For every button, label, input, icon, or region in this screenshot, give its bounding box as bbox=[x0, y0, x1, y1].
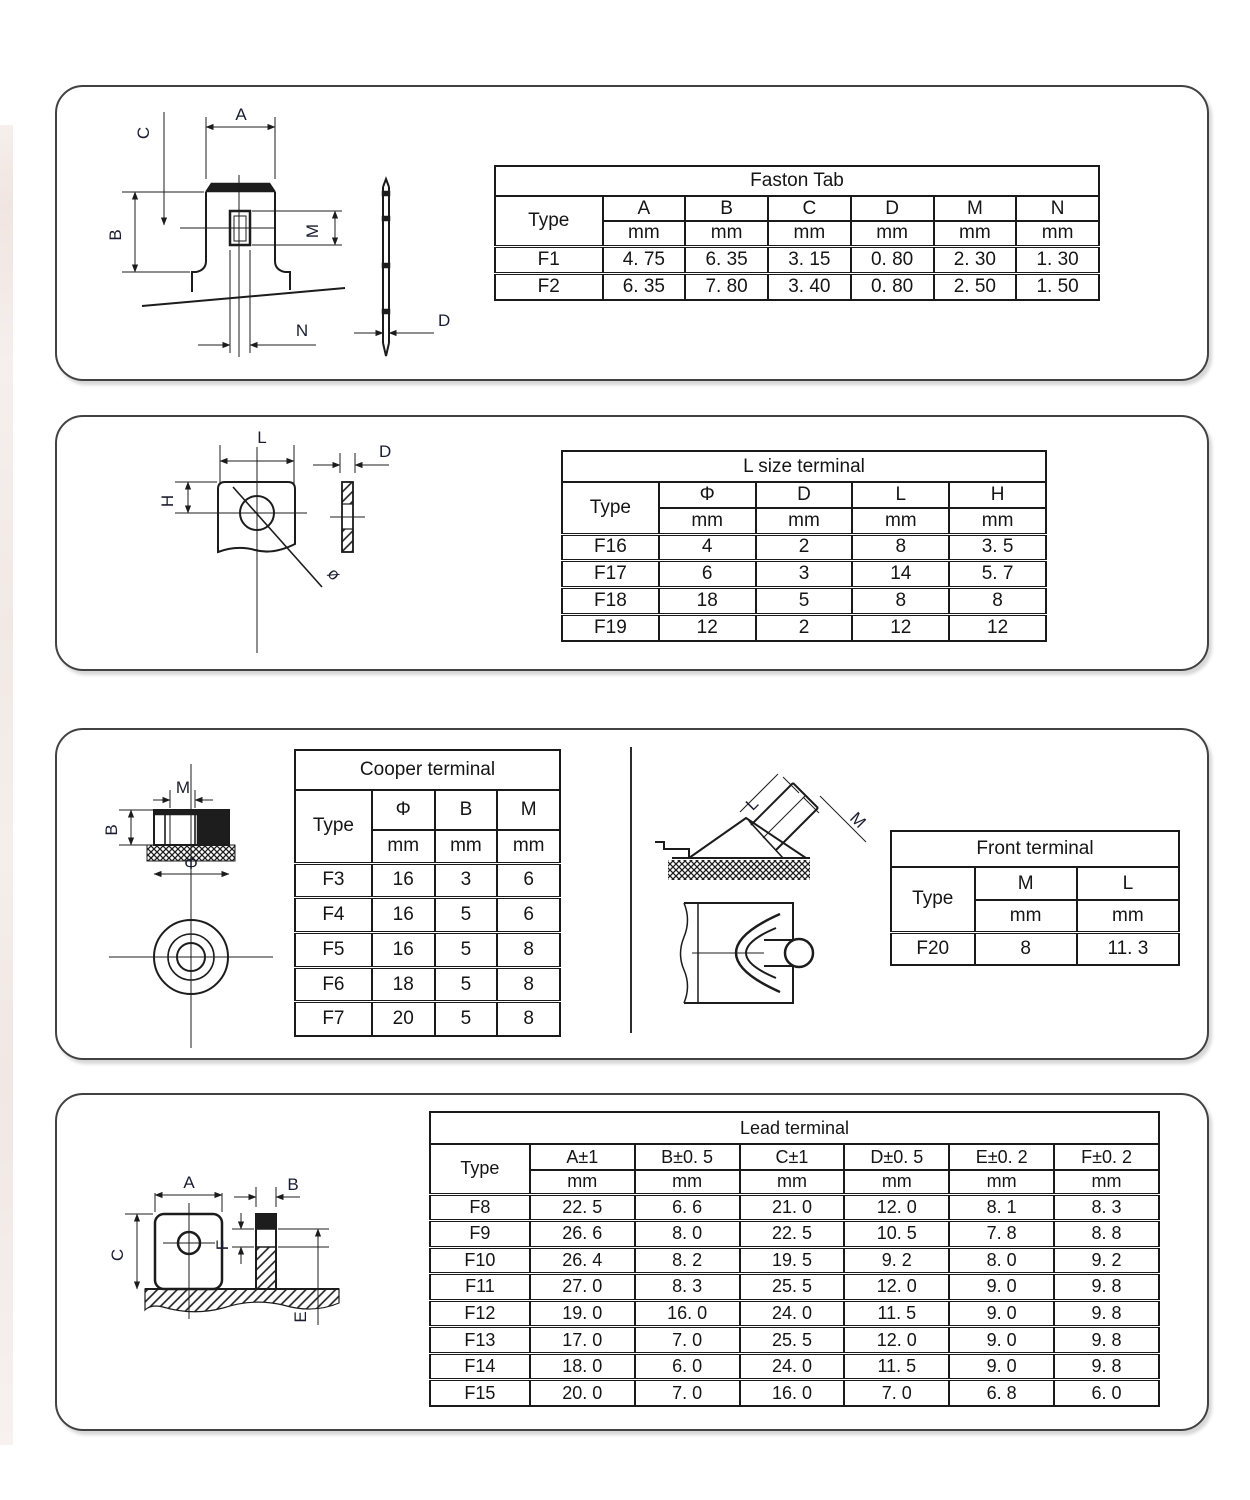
cell-value: 6 bbox=[497, 863, 560, 898]
cell-value: 3 bbox=[756, 561, 853, 588]
table-row bbox=[495, 246, 1099, 273]
cell-value: 26. 4 bbox=[530, 1247, 635, 1274]
cell-value: 3. 5 bbox=[949, 534, 1046, 561]
cell-value: 9. 0 bbox=[949, 1353, 1054, 1380]
cell-value: 8. 8 bbox=[1054, 1221, 1159, 1248]
table-row bbox=[562, 561, 1046, 588]
dimension-label-m: M bbox=[846, 808, 870, 832]
cell-value: 8. 2 bbox=[635, 1247, 740, 1274]
table-title: Cooper terminal bbox=[295, 750, 560, 790]
cell-value: 17. 0 bbox=[530, 1327, 635, 1354]
dimension-label-phi: ø bbox=[323, 563, 345, 585]
row-type: F3 bbox=[295, 863, 372, 898]
cell-value: 12 bbox=[852, 615, 949, 641]
column-header: D bbox=[851, 196, 934, 221]
column-header: C±1 bbox=[740, 1144, 845, 1170]
column-unit: mm bbox=[975, 900, 1077, 932]
cell-value: 8 bbox=[497, 932, 560, 967]
dimension-label-b: B bbox=[106, 229, 125, 241]
cell-value: 6. 35 bbox=[685, 246, 768, 273]
cell-value: 18 bbox=[372, 967, 435, 1002]
table-row bbox=[430, 1353, 1159, 1380]
cell-value: 16 bbox=[372, 898, 435, 933]
row-type: F12 bbox=[430, 1300, 530, 1327]
cell-value: 20. 0 bbox=[530, 1380, 635, 1406]
front-terminal-drawing bbox=[652, 768, 892, 1040]
column-unit: mm bbox=[1054, 1170, 1159, 1194]
cell-value: 8. 0 bbox=[949, 1247, 1054, 1274]
cell-value: 7. 0 bbox=[844, 1380, 949, 1406]
column-header: Φ bbox=[659, 482, 756, 508]
column-header: M bbox=[975, 867, 1077, 900]
cell-value: 8 bbox=[497, 1002, 560, 1036]
dimension-label-d: D bbox=[379, 442, 392, 461]
faston-tab-table bbox=[494, 165, 1100, 301]
faston-tab-panel bbox=[55, 85, 1209, 381]
row-type: F13 bbox=[430, 1327, 530, 1354]
cell-value: 0. 80 bbox=[851, 246, 934, 273]
cell-value: 25. 5 bbox=[740, 1274, 845, 1301]
table-row bbox=[562, 615, 1046, 641]
cell-value: 1. 50 bbox=[1016, 273, 1099, 300]
column-header: Φ bbox=[372, 790, 435, 830]
cell-value: 5 bbox=[435, 932, 498, 967]
cell-value: 24. 0 bbox=[740, 1300, 845, 1327]
cell-value: 11. 5 bbox=[844, 1300, 949, 1327]
cell-value: 9. 8 bbox=[1054, 1300, 1159, 1327]
cell-value: 8 bbox=[852, 534, 949, 561]
faston-tab-drawing bbox=[102, 95, 482, 367]
column-unit: mm bbox=[852, 508, 949, 534]
column-header: D±0. 5 bbox=[844, 1144, 949, 1170]
column-unit: mm bbox=[949, 508, 1046, 534]
column-unit: mm bbox=[435, 830, 498, 863]
column-header-type: Type bbox=[430, 1144, 530, 1194]
cell-value: 9. 2 bbox=[1054, 1247, 1159, 1274]
cell-value: 21. 0 bbox=[740, 1194, 845, 1221]
cell-value: 24. 0 bbox=[740, 1353, 845, 1380]
column-header-type: Type bbox=[562, 482, 659, 534]
dimension-label-c: C bbox=[108, 1248, 127, 1262]
column-unit: mm bbox=[934, 221, 1017, 246]
table-title: L size terminal bbox=[562, 451, 1046, 482]
table-row bbox=[430, 1194, 1159, 1221]
cell-value: 3. 15 bbox=[768, 246, 851, 273]
column-header: L bbox=[852, 482, 949, 508]
cell-value: 26. 6 bbox=[530, 1221, 635, 1248]
table-row bbox=[295, 898, 560, 933]
row-type: F2 bbox=[495, 273, 603, 300]
row-type: F8 bbox=[430, 1194, 530, 1221]
row-type: F5 bbox=[295, 932, 372, 967]
cell-value: 7. 0 bbox=[635, 1380, 740, 1406]
dimension-label-n: N bbox=[295, 321, 309, 340]
column-header: B bbox=[685, 196, 768, 221]
row-type: F6 bbox=[295, 967, 372, 1002]
cell-value: 8 bbox=[852, 588, 949, 615]
row-type: F18 bbox=[562, 588, 659, 615]
column-header: M bbox=[934, 196, 1017, 221]
column-header: M bbox=[497, 790, 560, 830]
dimension-label-e: E bbox=[291, 1311, 310, 1323]
row-type: F7 bbox=[295, 1002, 372, 1036]
cell-value: 22. 5 bbox=[740, 1221, 845, 1248]
column-unit: mm bbox=[530, 1170, 635, 1194]
cell-value: 9. 0 bbox=[949, 1274, 1054, 1301]
table-row bbox=[430, 1327, 1159, 1354]
cell-value: 2 bbox=[756, 615, 853, 641]
dimension-label-phi: Φ bbox=[184, 854, 198, 873]
cell-value: 12 bbox=[949, 615, 1046, 641]
dimension-label-l: L bbox=[257, 428, 267, 447]
row-type: F17 bbox=[562, 561, 659, 588]
l-size-terminal-panel bbox=[55, 415, 1209, 671]
cell-value: 7. 8 bbox=[949, 1221, 1054, 1248]
cell-value: 5 bbox=[435, 1002, 498, 1036]
row-type: F15 bbox=[430, 1380, 530, 1406]
cell-value: 19. 5 bbox=[740, 1247, 845, 1274]
cell-value: 27. 0 bbox=[530, 1274, 635, 1301]
table-row bbox=[495, 273, 1099, 300]
column-unit: mm bbox=[372, 830, 435, 863]
page-edge-texture bbox=[0, 125, 13, 1445]
column-unit: mm bbox=[851, 221, 934, 246]
cell-value: 14 bbox=[852, 561, 949, 588]
cell-value: 16. 0 bbox=[635, 1300, 740, 1327]
cell-value: 5 bbox=[435, 967, 498, 1002]
table-row bbox=[430, 1247, 1159, 1274]
table-row bbox=[562, 588, 1046, 615]
cell-value: 7. 0 bbox=[635, 1327, 740, 1354]
cell-value: 3 bbox=[435, 863, 498, 898]
column-header: A bbox=[603, 196, 686, 221]
cell-value: 0. 80 bbox=[851, 273, 934, 300]
cell-value: 22. 5 bbox=[530, 1194, 635, 1221]
column-unit: mm bbox=[756, 508, 853, 534]
cell-value: 6. 8 bbox=[949, 1380, 1054, 1406]
column-unit: mm bbox=[497, 830, 560, 863]
dimension-label-f: F bbox=[213, 1239, 232, 1251]
row-type: F20 bbox=[891, 932, 975, 965]
dimension-label-a: A bbox=[235, 105, 247, 124]
lead-terminal-panel bbox=[55, 1093, 1209, 1431]
cell-value: 8 bbox=[949, 588, 1046, 615]
column-unit: mm bbox=[603, 221, 686, 246]
cell-value: 6 bbox=[497, 898, 560, 933]
cell-value: 8. 0 bbox=[635, 1221, 740, 1248]
dimension-label-b: B bbox=[102, 824, 121, 836]
column-header: B bbox=[435, 790, 498, 830]
cell-value: 2. 50 bbox=[934, 273, 1017, 300]
cooper-terminal-drawing bbox=[97, 762, 287, 1052]
cell-value: 12 bbox=[659, 615, 756, 641]
cell-value: 16 bbox=[372, 932, 435, 967]
row-type: F11 bbox=[430, 1274, 530, 1301]
cell-value: 18 bbox=[659, 588, 756, 615]
table-row bbox=[891, 932, 1179, 965]
dimension-label-l: L bbox=[742, 794, 763, 815]
column-unit: mm bbox=[635, 1170, 740, 1194]
column-header: B±0. 5 bbox=[635, 1144, 740, 1170]
cell-value: 9. 8 bbox=[1054, 1327, 1159, 1354]
column-unit: mm bbox=[685, 221, 768, 246]
table-row bbox=[295, 932, 560, 967]
column-header: E±0. 2 bbox=[949, 1144, 1054, 1170]
cell-value: 12. 0 bbox=[844, 1194, 949, 1221]
column-unit: mm bbox=[740, 1170, 845, 1194]
lead-terminal-drawing bbox=[97, 1157, 402, 1405]
column-unit: mm bbox=[949, 1170, 1054, 1194]
cell-value: 8 bbox=[975, 932, 1077, 965]
cell-value: 2 bbox=[756, 534, 853, 561]
column-unit: mm bbox=[659, 508, 756, 534]
cell-value: 10. 5 bbox=[844, 1221, 949, 1248]
dimension-label-h: H bbox=[158, 494, 177, 508]
cooper-front-terminal-panel bbox=[55, 728, 1209, 1060]
table-row bbox=[295, 967, 560, 1002]
cell-value: 20 bbox=[372, 1002, 435, 1036]
cell-value: 19. 0 bbox=[530, 1300, 635, 1327]
row-type: F19 bbox=[562, 615, 659, 641]
front-terminal-table bbox=[890, 830, 1180, 966]
cell-value: 11. 3 bbox=[1077, 932, 1179, 965]
column-header: N bbox=[1016, 196, 1099, 221]
cell-value: 6. 35 bbox=[603, 273, 686, 300]
cell-value: 12. 0 bbox=[844, 1327, 949, 1354]
cell-value: 5 bbox=[756, 588, 853, 615]
l-size-terminal-table bbox=[561, 450, 1047, 642]
column-header-type: Type bbox=[891, 867, 975, 932]
cell-value: 1. 30 bbox=[1016, 246, 1099, 273]
column-unit: mm bbox=[1016, 221, 1099, 246]
cell-value: 8 bbox=[497, 967, 560, 1002]
cell-value: 8. 1 bbox=[949, 1194, 1054, 1221]
column-unit: mm bbox=[844, 1170, 949, 1194]
column-unit: mm bbox=[1077, 900, 1179, 932]
cell-value: 5 bbox=[435, 898, 498, 933]
cell-value: 9. 8 bbox=[1054, 1353, 1159, 1380]
cell-value: 6. 0 bbox=[635, 1353, 740, 1380]
cell-value: 16. 0 bbox=[740, 1380, 845, 1406]
l-size-terminal-drawing bbox=[137, 425, 482, 663]
cell-value: 12. 0 bbox=[844, 1274, 949, 1301]
cell-value: 6 bbox=[659, 561, 756, 588]
cell-value: 16 bbox=[372, 863, 435, 898]
dimension-label-b: B bbox=[287, 1175, 299, 1194]
row-type: F4 bbox=[295, 898, 372, 933]
column-header: C bbox=[768, 196, 851, 221]
cell-value: 6. 6 bbox=[635, 1194, 740, 1221]
dimension-label-m: M bbox=[175, 778, 191, 797]
panel-divider-line bbox=[630, 747, 632, 1033]
row-type: F16 bbox=[562, 534, 659, 561]
cell-value: 11. 5 bbox=[844, 1353, 949, 1380]
cell-value: 4. 75 bbox=[603, 246, 686, 273]
cell-value: 6. 0 bbox=[1054, 1380, 1159, 1406]
dimension-label-d: D bbox=[438, 311, 451, 330]
cell-value: 18. 0 bbox=[530, 1353, 635, 1380]
cell-value: 9. 8 bbox=[1054, 1274, 1159, 1301]
column-header: H bbox=[949, 482, 1046, 508]
column-header: F±0. 2 bbox=[1054, 1144, 1159, 1170]
column-header: A±1 bbox=[530, 1144, 635, 1170]
column-header: L bbox=[1077, 867, 1179, 900]
table-title: Faston Tab bbox=[495, 166, 1099, 196]
cell-value: 9. 0 bbox=[949, 1300, 1054, 1327]
lead-terminal-table bbox=[429, 1111, 1160, 1407]
dimension-label-a: A bbox=[183, 1173, 195, 1192]
table-title: Lead terminal bbox=[430, 1112, 1159, 1144]
column-unit: mm bbox=[768, 221, 851, 246]
cell-value: 25. 5 bbox=[740, 1327, 845, 1354]
table-row bbox=[430, 1380, 1159, 1406]
cell-value: 8. 3 bbox=[1054, 1194, 1159, 1221]
cell-value: 2. 30 bbox=[934, 246, 1017, 273]
table-row bbox=[430, 1221, 1159, 1248]
table-title: Front terminal bbox=[891, 831, 1179, 867]
cell-value: 9. 0 bbox=[949, 1327, 1054, 1354]
dimension-label-m: M bbox=[303, 223, 322, 239]
row-type: F1 bbox=[495, 246, 603, 273]
row-type: F14 bbox=[430, 1353, 530, 1380]
table-row bbox=[295, 863, 560, 898]
cell-value: 5. 7 bbox=[949, 561, 1046, 588]
row-type: F9 bbox=[430, 1221, 530, 1248]
cell-value: 9. 2 bbox=[844, 1247, 949, 1274]
cell-value: 4 bbox=[659, 534, 756, 561]
cooper-terminal-table bbox=[294, 749, 561, 1037]
table-row bbox=[430, 1300, 1159, 1327]
cell-value: 7. 80 bbox=[685, 273, 768, 300]
cell-value: 8. 3 bbox=[635, 1274, 740, 1301]
row-type: F10 bbox=[430, 1247, 530, 1274]
column-header-type: Type bbox=[495, 196, 603, 246]
cell-value: 3. 40 bbox=[768, 273, 851, 300]
table-row bbox=[295, 1002, 560, 1036]
table-row bbox=[430, 1274, 1159, 1301]
column-header-type: Type bbox=[295, 790, 372, 863]
column-header: D bbox=[756, 482, 853, 508]
table-row bbox=[562, 534, 1046, 561]
dimension-label-c: C bbox=[134, 126, 153, 140]
